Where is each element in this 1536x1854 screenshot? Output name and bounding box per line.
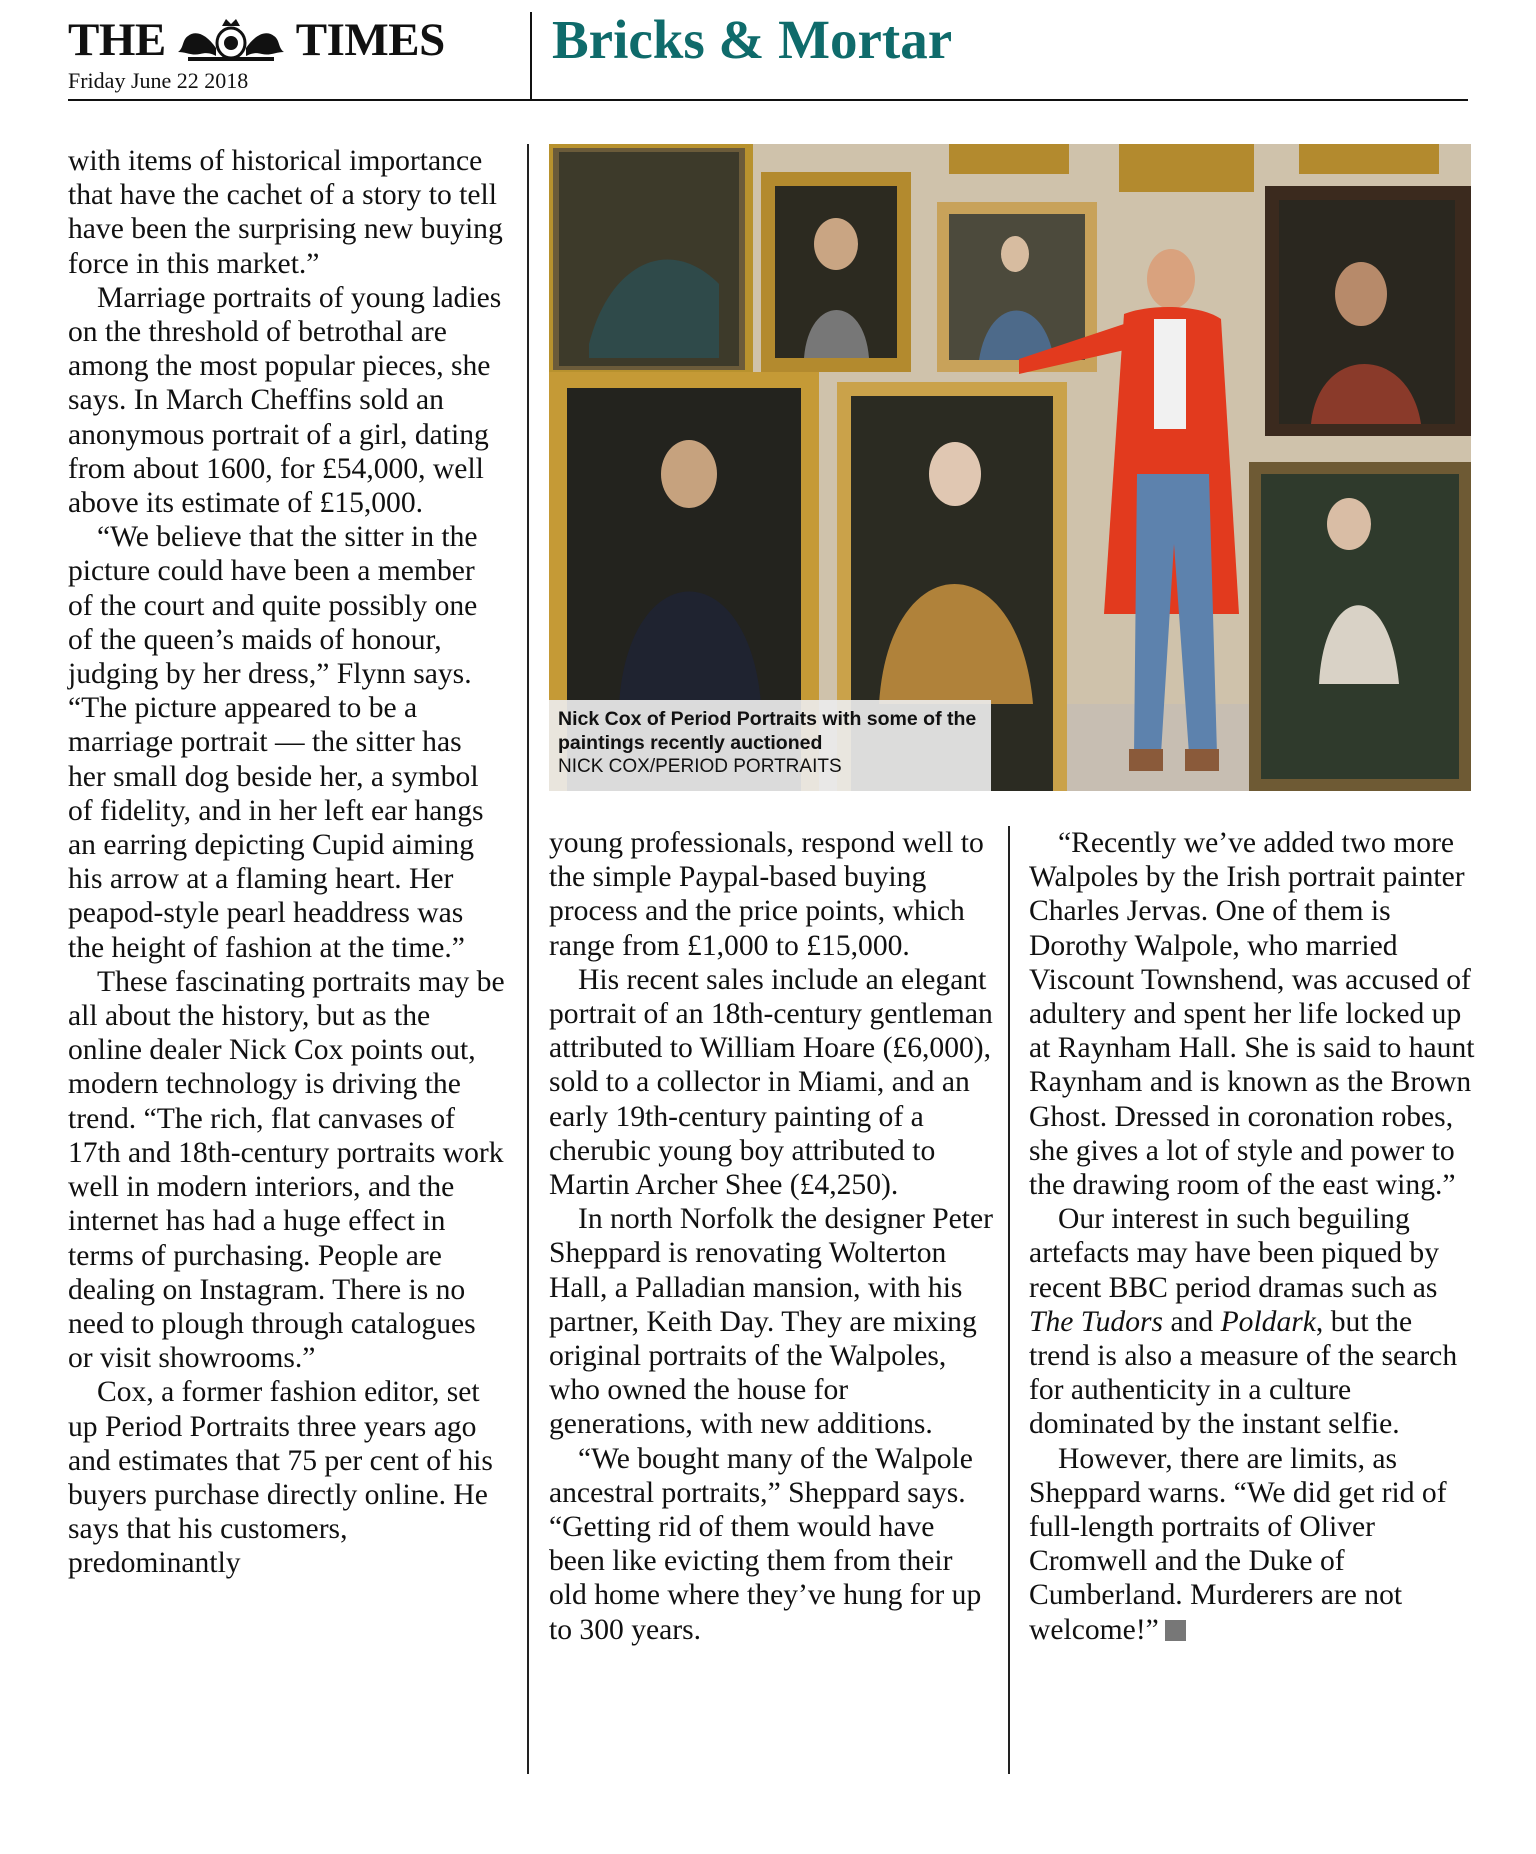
paragraph: His recent sales include an elegant portrait of an 18th-century gentleman attributed to William Hoare (£6,000), sold to a collector in Miami, and an early 19th-century painting of a cherubic young boy attributed to Martin Archer Shee (£4,250). bbox=[549, 963, 993, 1202]
caption-text: Nick Cox of Period Portraits with some of the paintings recently auctioned bbox=[558, 708, 977, 754]
article-column-2 bbox=[549, 826, 994, 1647]
logo-word-times: TIMES bbox=[295, 14, 445, 66]
paragraph-text: , but the trend is also a measure of the search for authenticity in a culture dominated by the instant selfie. bbox=[1029, 1305, 1458, 1441]
paragraph: “We believe that the sitter in the picture could have been a member of the court and quite possibly one of the queen’s maids of honour, judging by her dress,” Flynn says. “The picture appeared to be a marriage portrait — the sitter has her small dog beside her, a symbol of fidelity, and in her left ear hangs an earring depicting Cupid aiming his arrow at a flaming heart. Her peapod-style pearl headdress was the height of fashion at the time.” bbox=[68, 521, 484, 964]
paragraph bbox=[1029, 1442, 1475, 1647]
section-title: Bricks & Mortar bbox=[552, 9, 953, 70]
paragraph: “Recently we’ve added two more Walpoles by the Irish portrait painter Charles Jervas. One of them is Dorothy Walpole, who married Viscount Townshend, was accused of adultery and spent her life locked up at Raynham Hall. She is said to haunt Raynham and is known as the Brown Ghost. Dressed in coronation robes, she gives a lot of style and power to the drawing room of the east wing.” bbox=[1029, 827, 1475, 1202]
issue-date: Friday June 22 2018 bbox=[68, 68, 249, 93]
paragraph: young professionals, respond well to the simple Paypal-based buying process and the price points, which range from £1,000 to £15,000. bbox=[549, 827, 984, 962]
paragraph: These fascinating portraits may be all about the history, but as the online dealer Nick Cox points out, modern technology is driving the trend. “The rich, flat canvases of 17th and 18th-century portraits work well in modern interiors, and the internet has had a huge effect in terms of purchasing. People are dealing on Instagram. There is no need to plough through catalogues or visit showrooms.” bbox=[68, 965, 505, 1375]
masthead-rule bbox=[68, 99, 1468, 101]
paragraph: Marriage portraits of young ladies on the threshold of betrothal are among the most popular pieces, she says. In March Cheffins sold an anonymous portrait of a girl, dating from about 1600, for £54,000, well above its estimate of £15,000. bbox=[68, 281, 502, 520]
end-of-article-icon bbox=[1165, 1620, 1186, 1641]
paragraph-text: and bbox=[1163, 1305, 1221, 1338]
article-column-1 bbox=[68, 144, 506, 1581]
paragraph-text: Our interest in such beguiling artefacts may have been piqued by recent BBC period dramas such as bbox=[1029, 1203, 1440, 1304]
article-photo bbox=[549, 144, 1471, 791]
paragraph-text: However, there are limits, as Sheppard warns. “We did get rid of full-length portraits of Oliver Cromwell and the Duke of Cumberland. Murderers are not welcome!” bbox=[1029, 1442, 1447, 1646]
royal-crest-icon bbox=[170, 16, 292, 64]
logo-word-the: THE bbox=[68, 14, 166, 66]
column-divider bbox=[1008, 826, 1010, 1774]
paragraph bbox=[1029, 1202, 1475, 1441]
gallery-illustration bbox=[549, 144, 1471, 791]
paragraph: “We bought many of the Walpole ancestral portraits,” Sheppard says. “Getting rid of them would have been like evicting them from their old home where they’ve hung for up to 300 years. bbox=[549, 1442, 982, 1646]
masthead-divider bbox=[530, 12, 532, 99]
show-title: Poldark bbox=[1220, 1305, 1316, 1338]
photo-credit: NICK COX/PERIOD PORTRAITS bbox=[558, 756, 842, 777]
column-divider bbox=[527, 144, 529, 1774]
paragraph: In north Norfolk the designer Peter Sheppard is renovating Wolterton Hall, a Palladian mansion, with his partner, Keith Day. They are mixing original portraits of the Walpoles, who owned the house for generations, with new additions. bbox=[549, 1203, 994, 1441]
show-title: The Tudors bbox=[1029, 1305, 1164, 1338]
photo-caption bbox=[558, 707, 988, 779]
paragraph: Cox, a former fashion editor, set up Period Portraits three years ago and estimates that 75 per cent of his buyers purchase directly online. He says that his customers, predominantly bbox=[68, 1376, 493, 1580]
article-column-3 bbox=[1029, 826, 1475, 1647]
paragraph: with items of historical importance that have the cachet of a story to tell have been the surprising new buying force in this market.” bbox=[68, 145, 503, 280]
times-logo bbox=[68, 12, 445, 68]
